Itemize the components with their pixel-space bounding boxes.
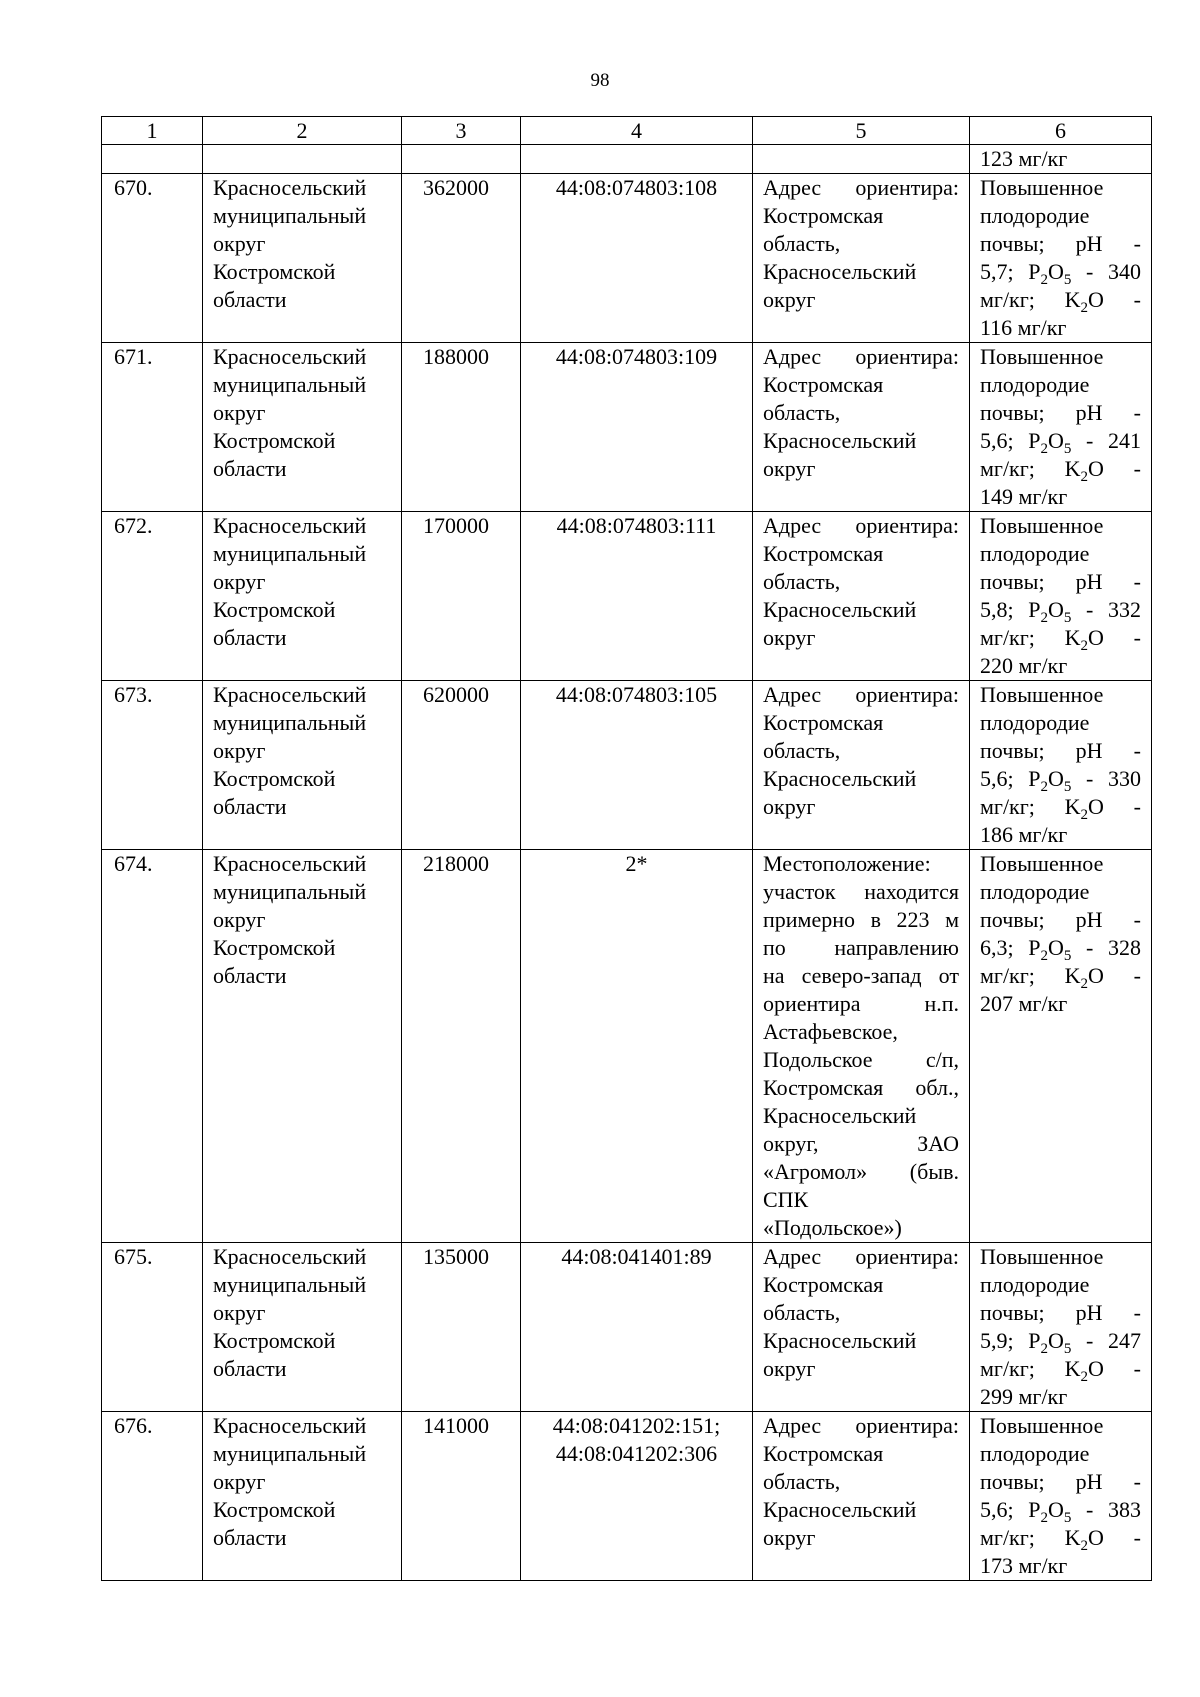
cell-line: Костромская обл., xyxy=(763,1075,959,1100)
cell-line: муниципальный xyxy=(213,1272,367,1297)
table-row xyxy=(102,850,1152,1243)
cell-line: «Подольское») xyxy=(763,1215,902,1240)
cell-line: Красносельский xyxy=(213,175,367,200)
cell-line: на северо-запад от xyxy=(763,963,959,988)
cell-line: Астафьевское, xyxy=(763,1019,898,1044)
address-cell xyxy=(753,850,970,1243)
ph-value: 6,3; xyxy=(980,935,1014,960)
cell-line: область, xyxy=(763,1469,841,1494)
cell-line: Адрес ориентира: xyxy=(763,513,959,538)
ph-value: 5,6; xyxy=(980,428,1014,453)
row-number: 676. xyxy=(102,1412,203,1581)
cell-line: 2* xyxy=(625,851,648,876)
cell-line: 44:08:041202:306 xyxy=(555,1441,718,1466)
cell-line: области xyxy=(213,287,287,312)
cell-line: Костромской xyxy=(213,259,336,284)
land-plots-table xyxy=(101,116,1152,1581)
cadastral-number-cell xyxy=(521,681,753,850)
row-number: 670. xyxy=(102,174,203,343)
cell-line: 44:08:041202:151; xyxy=(552,1413,721,1438)
cadastral-number-cell xyxy=(521,1412,753,1581)
cell-line: Костромской xyxy=(213,428,336,453)
area-cell: 141000 xyxy=(402,1412,521,1581)
cell-line: Повышенное xyxy=(980,175,1104,200)
address-cell xyxy=(753,1412,970,1581)
potassium-line: мг/кг; $K_2O$ - xyxy=(980,456,1141,485)
fertility-cell xyxy=(970,681,1152,850)
cell-line: область, xyxy=(763,738,841,763)
cell-line: Повышенное xyxy=(980,513,1104,538)
p2o5-value: - 330 xyxy=(1086,766,1141,791)
ph-value: 5,7; xyxy=(980,259,1014,284)
cell-line: Красносельский xyxy=(213,1413,367,1438)
cell-line: Красносельский xyxy=(763,1497,917,1522)
address-cell xyxy=(753,174,970,343)
phosphorus-line: 5,6; $P_2O_5 - 241$ xyxy=(980,428,1141,457)
table-row xyxy=(102,174,1152,343)
cell-line: округ xyxy=(763,456,816,481)
column-header: 6 xyxy=(970,117,1152,145)
ph-value: 5,6; xyxy=(980,766,1014,791)
cell-line: области xyxy=(213,963,287,988)
cell-line: ориентира н.п. xyxy=(763,991,959,1016)
cell-line: округ xyxy=(213,400,266,425)
fertility-cell xyxy=(970,850,1152,1243)
ph-value: 5,6; xyxy=(980,1497,1014,1522)
cell-line: Костромской xyxy=(213,597,336,622)
row-number: 675. xyxy=(102,1243,203,1412)
cell-line: Красносельский xyxy=(763,766,917,791)
row-number: 674. xyxy=(102,850,203,1243)
cell-line: Костромская xyxy=(763,1441,884,1466)
table-row xyxy=(102,1412,1152,1581)
cell-line: Местоположение: xyxy=(763,851,931,876)
address-cell xyxy=(753,512,970,681)
cell-line: Костромской xyxy=(213,935,336,960)
cell-line: 116 мг/кг xyxy=(980,315,1067,340)
cell-line: округ xyxy=(213,1300,266,1325)
cell-line: Красносельский xyxy=(213,513,367,538)
cell-line: плодородие xyxy=(980,541,1090,566)
k2o-dash: - xyxy=(1133,963,1141,988)
cell-line: Повышенное xyxy=(980,851,1104,876)
cell-line: муниципальный xyxy=(213,203,367,228)
cell-line: область, xyxy=(763,400,841,425)
address-cell xyxy=(753,1243,970,1412)
k2o-dash: - xyxy=(1133,1356,1141,1381)
fertility-cell xyxy=(970,343,1152,512)
k2o-dash: - xyxy=(1133,1525,1141,1550)
cell-line: Адрес ориентира: xyxy=(763,1244,959,1269)
area-cell: 620000 xyxy=(402,681,521,850)
cell-line: 299 мг/кг xyxy=(980,1384,1068,1409)
cell-line: плодородие xyxy=(980,1441,1090,1466)
area-cell: 135000 xyxy=(402,1243,521,1412)
cell-line: Красносельский xyxy=(763,259,917,284)
cell-line: участок находится xyxy=(763,879,959,904)
p2o5-value: - 332 xyxy=(1086,597,1141,622)
cell-line: округ xyxy=(763,1356,816,1381)
cell-line: область, xyxy=(763,569,841,594)
fertility-cell xyxy=(970,1243,1152,1412)
cadastral-number-cell xyxy=(521,512,753,681)
cell-line: 207 мг/кг xyxy=(980,991,1068,1016)
cell-line: Повышенное xyxy=(980,682,1104,707)
cell-line: по направлению xyxy=(763,935,959,960)
cell-line: области xyxy=(213,1525,287,1550)
cell-line: 186 мг/кг xyxy=(980,822,1068,847)
p2o5-value: - 241 xyxy=(1086,428,1141,453)
fertility-continuation: 123 мг/кг xyxy=(970,145,1152,174)
column-header: 1 xyxy=(102,117,203,145)
cell-line: муниципальный xyxy=(213,1441,367,1466)
cell-line: почвы; pH - xyxy=(980,738,1141,763)
cell-line: Красносельский xyxy=(213,1244,367,1269)
cell-line: плодородие xyxy=(980,710,1090,735)
cell-line: муниципальный xyxy=(213,372,367,397)
cell-line: почвы; pH - xyxy=(980,907,1141,932)
cell-line: 220 мг/кг xyxy=(980,653,1068,678)
cell-line: область, xyxy=(763,1300,841,1325)
potassium-line: мг/кг; $K_2O$ - xyxy=(980,1525,1141,1554)
column-header: 2 xyxy=(203,117,402,145)
district-cell xyxy=(203,343,402,512)
cell-line: Красносельский xyxy=(763,428,917,453)
district-cell xyxy=(203,1243,402,1412)
cell-line: 44:08:041401:89 xyxy=(561,1244,712,1269)
cell-line: Костромской xyxy=(213,1328,336,1353)
fertility-cell xyxy=(970,174,1152,343)
district-cell xyxy=(203,1412,402,1581)
cadastral-number-cell xyxy=(521,1243,753,1412)
cell-line: округ xyxy=(763,794,816,819)
cell-line: 44:08:074803:105 xyxy=(555,682,718,707)
cell-line: округ xyxy=(213,569,266,594)
cell-line: 149 мг/кг xyxy=(980,484,1068,509)
cell-line: Костромская xyxy=(763,372,884,397)
k2o-dash: - xyxy=(1133,287,1141,312)
cell-line: Адрес ориентира: xyxy=(763,682,959,707)
potassium-line: мг/кг; $K_2O$ - xyxy=(980,963,1141,992)
table-row xyxy=(102,512,1152,681)
cell-line: Адрес ориентира: xyxy=(763,175,959,200)
p2o5-value: - 340 xyxy=(1086,259,1141,284)
cell-line: Красносельский xyxy=(763,1103,917,1128)
cell-line: 173 мг/кг xyxy=(980,1553,1068,1578)
potassium-line: мг/кг; $K_2O$ - xyxy=(980,625,1141,654)
p2o5-value: - 247 xyxy=(1086,1328,1141,1353)
cell-line: округ xyxy=(763,625,816,650)
cell-line: округ xyxy=(763,1525,816,1550)
cell-line: Красносельский xyxy=(763,597,917,622)
cell-line: Адрес ориентира: xyxy=(763,344,959,369)
cell-line: округ xyxy=(213,907,266,932)
k2o-dash: - xyxy=(1133,794,1141,819)
cell-line: почвы; pH - xyxy=(980,1300,1141,1325)
cell-line: 44:08:074803:109 xyxy=(555,344,718,369)
phosphorus-line: 5,7; $P_2O_5 - 340$ xyxy=(980,259,1141,288)
p2o5-value: - 383 xyxy=(1086,1497,1141,1522)
cell-line: Повышенное xyxy=(980,1413,1104,1438)
k2o-dash: - xyxy=(1133,456,1141,481)
cell-line: области xyxy=(213,1356,287,1381)
cell-line: Костромская xyxy=(763,710,884,735)
potassium-line: мг/кг; $K_2O$ - xyxy=(980,1356,1141,1385)
cell-line: СПК xyxy=(763,1187,809,1212)
row-number: 673. xyxy=(102,681,203,850)
cell-line: Костромская xyxy=(763,1272,884,1297)
cell-line: «Агромол» (быв. xyxy=(763,1159,959,1184)
continuation-row xyxy=(102,145,1152,174)
cell-line: округ xyxy=(213,231,266,256)
phosphorus-line: 6,3; $P_2O_5 - 328$ xyxy=(980,935,1141,964)
table-row xyxy=(102,343,1152,512)
cell-line: муниципальный xyxy=(213,710,367,735)
page-number: 98 xyxy=(590,70,610,91)
cell-line: Костромской xyxy=(213,766,336,791)
area-cell: 362000 xyxy=(402,174,521,343)
cell-line: округ, ЗАО xyxy=(763,1131,959,1156)
cell-line: Красносельский xyxy=(763,1328,917,1353)
row-number: 672. xyxy=(102,512,203,681)
cell-line: Красносельский xyxy=(213,851,367,876)
cell-line: области xyxy=(213,456,287,481)
cell-line: Красносельский xyxy=(213,682,367,707)
cell-line: округ xyxy=(213,1469,266,1494)
phosphorus-line: 5,9; $P_2O_5 - 247$ xyxy=(980,1328,1141,1357)
cell-line: муниципальный xyxy=(213,879,367,904)
table-row xyxy=(102,681,1152,850)
cell-line: плодородие xyxy=(980,372,1090,397)
cell-line: Костромская xyxy=(763,203,884,228)
cell-line: почвы; pH - xyxy=(980,1469,1141,1494)
cell-line: почвы; pH - xyxy=(980,400,1141,425)
cell-line: Костромская xyxy=(763,541,884,566)
column-header: 5 xyxy=(753,117,970,145)
cell-line: Подольское с/п, xyxy=(763,1047,959,1072)
cell-line: округ xyxy=(763,287,816,312)
area-cell: 188000 xyxy=(402,343,521,512)
cell-line: Красносельский xyxy=(213,344,367,369)
cell-line: Костромской xyxy=(213,1497,336,1522)
k2o-dash: - xyxy=(1133,625,1141,650)
address-cell xyxy=(753,343,970,512)
cell-line: почвы; pH - xyxy=(980,569,1141,594)
cell-line: области xyxy=(213,794,287,819)
phosphorus-line: 5,6; $P_2O_5 - 383$ xyxy=(980,1497,1141,1526)
cell-line: примерно в 223 м xyxy=(763,907,959,932)
cell-line: область, xyxy=(763,231,841,256)
cell-line: 44:08:074803:111 xyxy=(556,513,717,538)
table-header-row xyxy=(102,117,1152,145)
cadastral-number-cell xyxy=(521,343,753,512)
district-cell xyxy=(203,174,402,343)
potassium-line: мг/кг; $K_2O$ - xyxy=(980,287,1141,316)
column-header: 3 xyxy=(402,117,521,145)
fertility-cell xyxy=(970,512,1152,681)
column-header: 4 xyxy=(521,117,753,145)
area-cell: 218000 xyxy=(402,850,521,1243)
cell-line: 44:08:074803:108 xyxy=(555,175,718,200)
cadastral-number-cell xyxy=(521,850,753,1243)
cell-line: Повышенное xyxy=(980,344,1104,369)
cell-line: плодородие xyxy=(980,203,1090,228)
potassium-line: мг/кг; $K_2O$ - xyxy=(980,794,1141,823)
district-cell xyxy=(203,850,402,1243)
cell-line: муниципальный xyxy=(213,541,367,566)
ph-value: 5,8; xyxy=(980,597,1014,622)
fertility-cell xyxy=(970,1412,1152,1581)
phosphorus-line: 5,8; $P_2O_5 - 332$ xyxy=(980,597,1141,626)
cell-line: плодородие xyxy=(980,1272,1090,1297)
table-row xyxy=(102,1243,1152,1412)
area-cell: 170000 xyxy=(402,512,521,681)
phosphorus-line: 5,6; $P_2O_5 - 330$ xyxy=(980,766,1141,795)
cell-line: почвы; pH - xyxy=(980,231,1141,256)
row-number: 671. xyxy=(102,343,203,512)
cell-line: округ xyxy=(213,738,266,763)
cell-line: плодородие xyxy=(980,879,1090,904)
cell-line: области xyxy=(213,625,287,650)
cell-line: Адрес ориентира: xyxy=(763,1413,959,1438)
ph-value: 5,9; xyxy=(980,1328,1014,1353)
cadastral-number-cell xyxy=(521,174,753,343)
district-cell xyxy=(203,681,402,850)
cell-line: Повышенное xyxy=(980,1244,1104,1269)
address-cell xyxy=(753,681,970,850)
p2o5-value: - 328 xyxy=(1086,935,1141,960)
district-cell xyxy=(203,512,402,681)
